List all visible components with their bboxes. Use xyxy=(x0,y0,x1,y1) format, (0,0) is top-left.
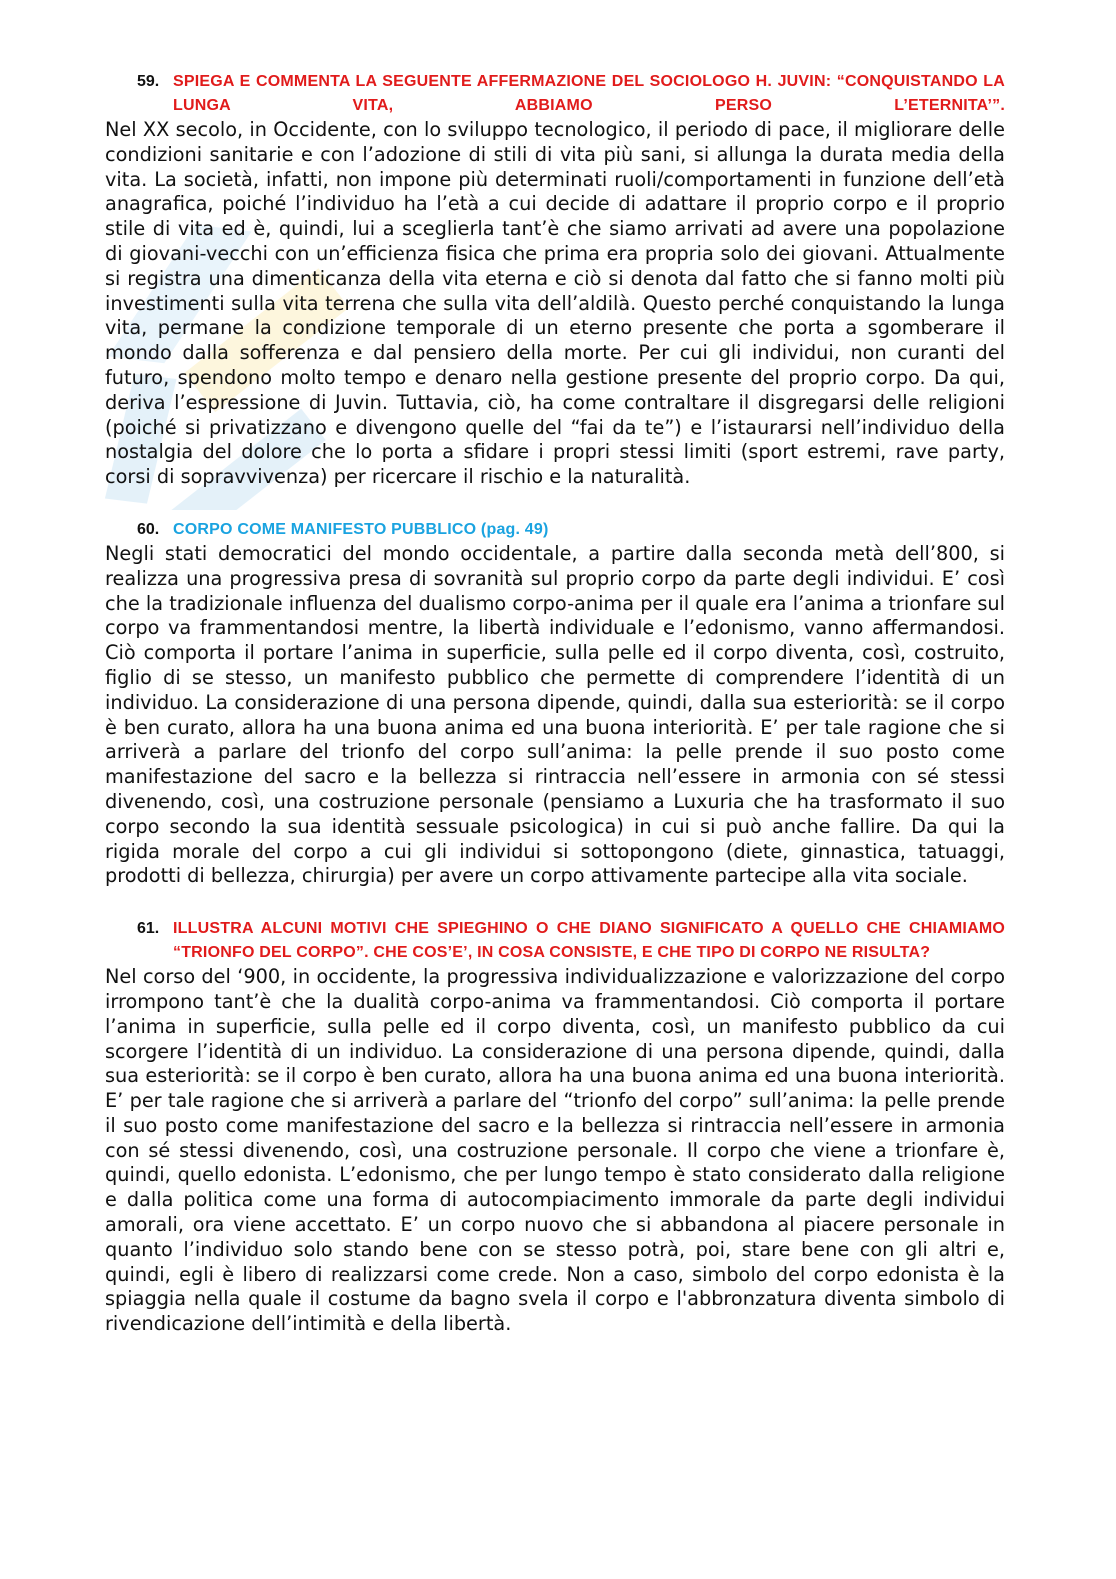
question-59-heading xyxy=(137,70,1005,118)
question-59-title: SPIEGA E COMMENTA LA SEGUENTE AFFERMAZIONE DEL SOCIOLOGO H. JUVIN: “CONQUISTANDO LA LUNGA VITA, ABBIAMO PERSO L’ETERNITA’”. xyxy=(173,73,1005,114)
question-59-number: 59. xyxy=(137,73,160,90)
question-59 xyxy=(105,70,1005,490)
question-60-title: CORPO COME MANIFESTO PUBBLICO (pag. 49) xyxy=(173,520,549,538)
question-60 xyxy=(105,518,1005,889)
document-content xyxy=(105,70,1005,1337)
section-spacer xyxy=(105,889,1005,917)
question-61-heading xyxy=(137,917,1005,965)
question-60-answer: Negli stati democratici del mondo occidentale, a partire dalla seconda metà dell’800, si realizza una progressiva presa di sovranità sul proprio corpo da parte degli individui. E’ così che la tradizionale influenza del dualismo corpo-anima per il quale era l’anima a trionfare sul corpo va frammentandosi mentre, la libertà individuale e l’edonismo, vanno affermandosi. Ciò comporta il portare l’anima in superficie, sulla pelle ed il corpo diventa, così, costruito, figlio di se stesso, un manifesto pubblico che permette di comprendere l’identità di un individuo. La considerazione di una persona dipende, quindi, dalla sua esteriorità: se il corpo è ben curato, allora ha una buona anima ed una buona interiorità. E’ per tale ragione che si arriverà a parlare del trionfo del corpo sull’anima: la pelle prende il suo posto come manifestazione del sacro e la bellezza si rintraccia nell’essere in armonia con sé stessi divenendo, così, una costruzione personale (pensiamo a Luxuria che ha trasformato il suo corpo secondo la sua identità sessuale psicologica) in cui si può anche fallire. Da qui la rigida morale del corpo a cui gli individui si sottopongono (diete, ginnastica, tatuaggi, prodotti di bellezza, chirurgia) per avere un corpo attivamente partecipe alla vita sociale. xyxy=(105,541,1005,888)
question-60-heading xyxy=(137,518,1005,542)
question-61-title: ILLUSTRA ALCUNI MOTIVI CHE SPIEGHINO O CHE DIANO SIGNIFICATO A QUELLO CHE CHIAMIAMO “TRIONFO DEL CORPO”. CHE COS’E’, IN COSA CONSISTE, E CHE TIPO DI CORPO NE RISULTA? xyxy=(173,920,1005,962)
question-60-number: 60. xyxy=(137,520,160,538)
question-59-answer: Nel XX secolo, in Occidente, con lo sviluppo tecnologico, il periodo di pace, il migliorare delle condizioni sanitarie e con l’adozione di stili di vita più sani, si allunga la durata media della vita. La società, infatti, non impone più determinati ruoli/comportamenti in funzione dell’età anagrafica, poiché l’individuo ha l’età a cui decide di adattare il proprio corpo e il proprio stile di vita ed è, quindi, lui a sceglierla tant’è che siamo arrivati ad avere una popolazione di giovani-vecchi con un’efficienza fisica che prima era propria solo dei giovani. Attualmente si registra una dimenticanza della vita eterna e ciò si denota dal fatto che si fanno molti più investimenti sulla vita terrena che sulla vita dell’aldilà. Questo perché conquistando la lunga vita, permane la condizione temporale di un eterno presente che porta a sgomberare il mondo dalla sofferenza e dal pensiero della morte. Per cui gli individui, non curanti del futuro, spendono molto tempo e denaro nella gestione presente del proprio corpo. Da qui, deriva l’espressione di Juvin. Tuttavia, ciò, ha come contraltare il disgregarsi delle religioni (poiché si privatizzano e divengono quelle del “fai da te”) e l’istaurarsi nell’individuo della nostalgia del dolore che lo porta a sfidare i propri stessi limiti (sport estremi, rave party, corsi di sopravvivenza) per ricercare il rischio e la naturalità. xyxy=(105,118,1005,489)
question-61 xyxy=(105,917,1005,1337)
section-spacer xyxy=(105,490,1005,518)
question-61-answer: Nel corso del ‘900, in occidente, la progressiva individualizzazione e valorizzazione del corpo irrompono tant’è che la dualità corpo-anima va frammentandosi. Ciò comporta il portare l’anima in superficie, sulla pelle ed il corpo diventa, così, un manifesto pubblico da cui scorgere l’identità di un individuo. La considerazione di una persona dipende, quindi, dalla sua esteriorità: se il corpo è ben curato, allora ha una buona anima ed una buona interiorità. E’ per tale ragione che si arriverà a parlare del “trionfo del corpo” sull’anima: la pelle prende il suo posto come manifestazione del sacro e la bellezza si rintraccia nell’essere in armonia con sé stessi divenendo, così, una costruzione personale. Il corpo che viene a trionfare è, quindi, quello edonista. L’edonismo, che per lungo tempo è stato considerato dalla religione e dalla politica come una forma di autocompiacimento immorale da parte degli individui amorali, ora viene accettato. E’ un corpo nuovo che si abbandona al piacere personale in quanto l’individuo solo stando bene con se stesso potrà, poi, stare bene con gli altri e, quindi, egli è libero di realizzarsi come crede. Non a caso, simbolo del corpo edonista è la spiaggia nella quale il costume da bagno svela il corpo e l'abbronzatura diventa simbolo di rivendicazione dell’intimità e della libertà. xyxy=(105,965,1005,1336)
question-61-number: 61. xyxy=(137,920,160,938)
